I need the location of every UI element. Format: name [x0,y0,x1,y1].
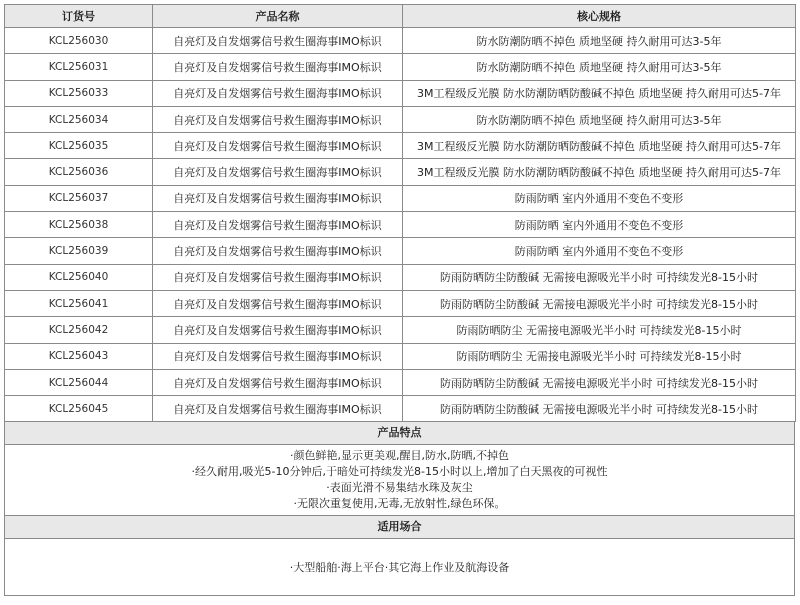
core-spec-cell: 防雨防晒 室内外通用不变色不变形 [403,185,796,211]
product-name-cell: 自亮灯及自发烟雾信号救生圈海事IMO标识 [153,106,403,132]
core-spec-cell: 防水防潮防晒不掉色 质地坚硬 持久耐用可达3-5年 [403,28,796,54]
table-header-row [5,5,796,28]
features-title: 产品特点 [4,422,795,445]
table-row [5,106,796,132]
usage-text: ·大型船舶·海上平台·其它海上作业及航海设备 [4,539,795,596]
core-spec-cell: 防雨防晒防尘防酸碱 无需接电源吸光半小时 可持续发光8-15小时 [403,396,796,422]
product-name-cell: 自亮灯及自发烟雾信号救生圈海事IMO标识 [153,396,403,422]
product-name-cell: 自亮灯及自发烟雾信号救生圈海事IMO标识 [153,238,403,264]
table-row [5,80,796,106]
core-spec-cell: 防雨防晒防尘防酸碱 无需接电源吸光半小时 可持续发光8-15小时 [403,369,796,395]
product-name-cell: 自亮灯及自发烟雾信号救生圈海事IMO标识 [153,185,403,211]
column-header-core-spec: 核心规格 [403,5,796,28]
core-spec-cell: 防雨防晒防尘 无需接电源吸光半小时 可持续发光8-15小时 [403,343,796,369]
table-row [5,290,796,316]
order-number-cell: KCL256030 [5,28,153,54]
column-header-order-no: 订货号 [5,5,153,28]
table-row [5,396,796,422]
table-row [5,159,796,185]
core-spec-cell: 防雨防晒 室内外通用不变色不变形 [403,238,796,264]
core-spec-cell: 防雨防晒防尘 无需接电源吸光半小时 可持续发光8-15小时 [403,317,796,343]
core-spec-cell: 3M工程级反光膜 防水防潮防晒防酸碱不掉色 质地坚硬 持久耐用可达5-7年 [403,133,796,159]
product-name-cell: 自亮灯及自发烟雾信号救生圈海事IMO标识 [153,290,403,316]
table-row [5,264,796,290]
core-spec-cell: 3M工程级反光膜 防水防潮防晒防酸碱不掉色 质地坚硬 持久耐用可达5-7年 [403,159,796,185]
table-row [5,238,796,264]
product-name-cell: 自亮灯及自发烟雾信号救生圈海事IMO标识 [153,28,403,54]
order-number-cell: KCL256037 [5,185,153,211]
core-spec-cell: 防雨防晒防尘防酸碱 无需接电源吸光半小时 可持续发光8-15小时 [403,290,796,316]
order-number-cell: KCL256040 [5,264,153,290]
table-row [5,185,796,211]
features-list [4,445,795,516]
feature-item: ·经久耐用,吸光5-10分钟后,于暗处可持续发光8-15小时以上,增加了白天黑夜的可视性 [191,465,608,479]
core-spec-cell: 3M工程级反光膜 防水防潮防晒防酸碱不掉色 质地坚硬 持久耐用可达5-7年 [403,80,796,106]
order-number-cell: KCL256034 [5,106,153,132]
order-number-cell: KCL256045 [5,396,153,422]
product-name-cell: 自亮灯及自发烟雾信号救生圈海事IMO标识 [153,264,403,290]
product-name-cell: 自亮灯及自发烟雾信号救生圈海事IMO标识 [153,317,403,343]
core-spec-cell: 防水防潮防晒不掉色 质地坚硬 持久耐用可达3-5年 [403,54,796,80]
product-name-cell: 自亮灯及自发烟雾信号救生圈海事IMO标识 [153,54,403,80]
feature-item: ·表面光滑不易集结水珠及灰尘 [326,481,473,495]
order-number-cell: KCL256031 [5,54,153,80]
order-number-cell: KCL256044 [5,369,153,395]
order-number-cell: KCL256038 [5,212,153,238]
order-number-cell: KCL256041 [5,290,153,316]
product-name-cell: 自亮灯及自发烟雾信号救生圈海事IMO标识 [153,343,403,369]
table-row [5,54,796,80]
product-table [4,4,796,422]
product-name-cell: 自亮灯及自发烟雾信号救生圈海事IMO标识 [153,159,403,185]
product-spec-sheet [4,4,795,596]
table-row [5,212,796,238]
core-spec-cell: 防雨防晒防尘防酸碱 无需接电源吸光半小时 可持续发光8-15小时 [403,264,796,290]
core-spec-cell: 防雨防晒 室内外通用不变色不变形 [403,212,796,238]
feature-item: ·颜色鲜艳,显示更美观,醒目,防水,防晒,不掉色 [290,449,509,463]
order-number-cell: KCL256036 [5,159,153,185]
order-number-cell: KCL256043 [5,343,153,369]
table-row [5,28,796,54]
feature-item: ·无限次重复使用,无毒,无放射性,绿色环保。 [293,497,506,511]
product-name-cell: 自亮灯及自发烟雾信号救生圈海事IMO标识 [153,80,403,106]
table-row [5,133,796,159]
table-row [5,317,796,343]
order-number-cell: KCL256039 [5,238,153,264]
usage-title: 适用场合 [4,516,795,539]
order-number-cell: KCL256035 [5,133,153,159]
order-number-cell: KCL256042 [5,317,153,343]
column-header-product-name: 产品名称 [153,5,403,28]
table-row [5,369,796,395]
table-row [5,343,796,369]
product-name-cell: 自亮灯及自发烟雾信号救生圈海事IMO标识 [153,212,403,238]
order-number-cell: KCL256033 [5,80,153,106]
product-name-cell: 自亮灯及自发烟雾信号救生圈海事IMO标识 [153,133,403,159]
product-name-cell: 自亮灯及自发烟雾信号救生圈海事IMO标识 [153,369,403,395]
core-spec-cell: 防水防潮防晒不掉色 质地坚硬 持久耐用可达3-5年 [403,106,796,132]
